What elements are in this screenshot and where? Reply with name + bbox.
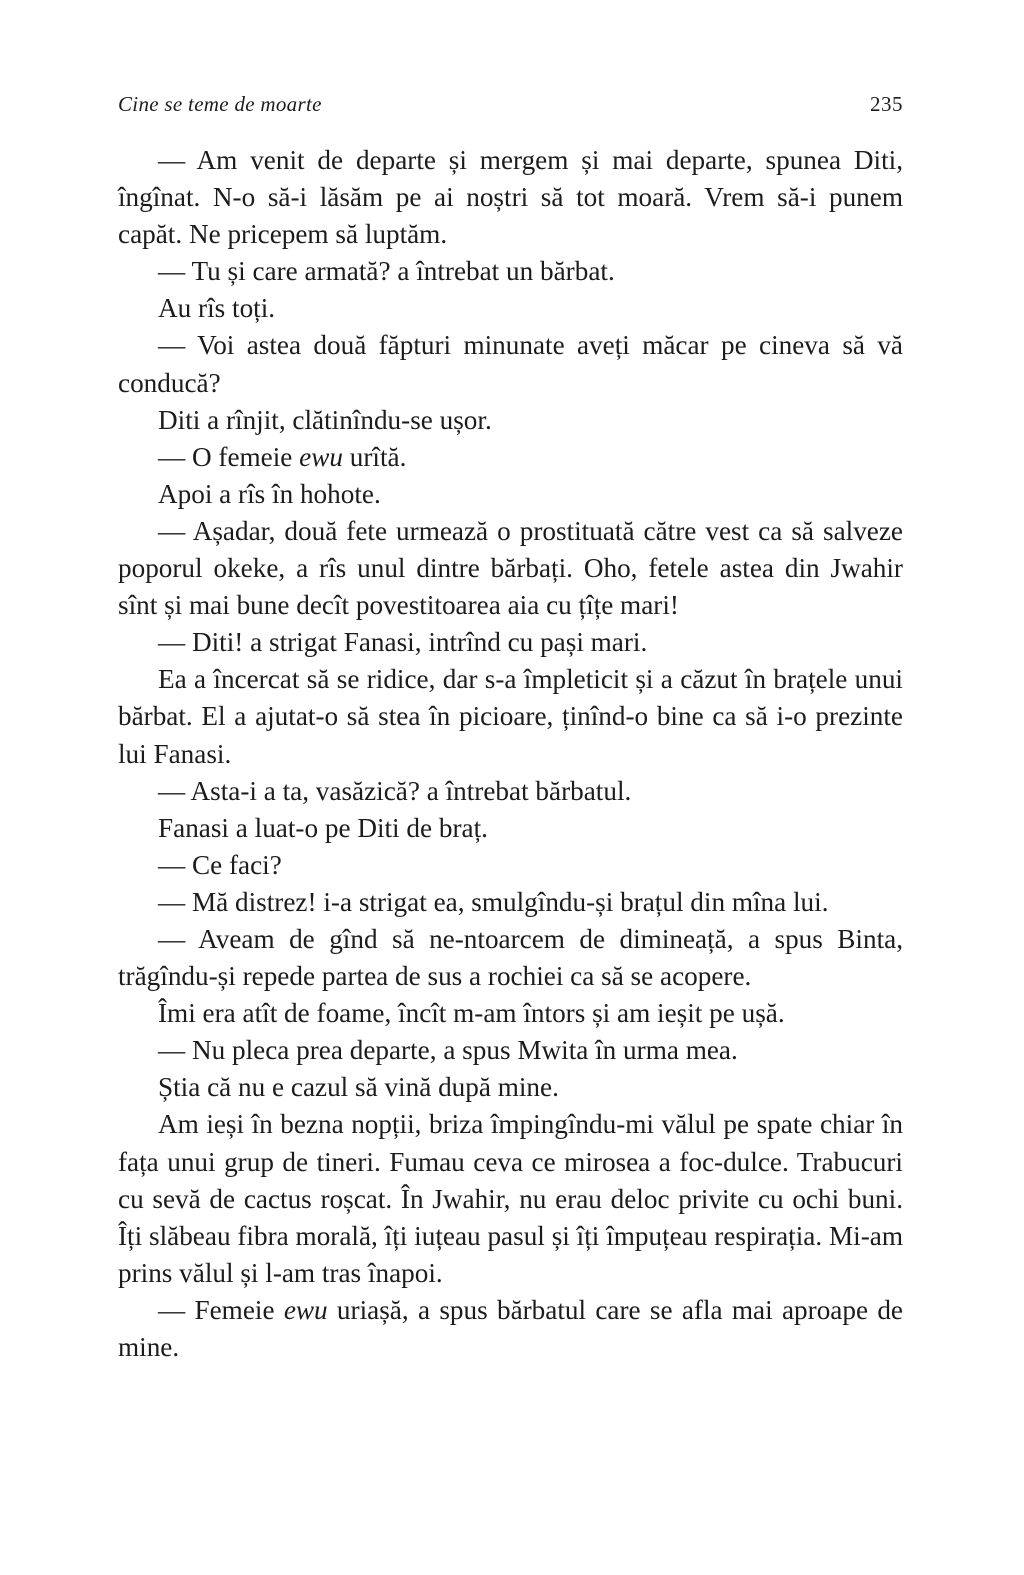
paragraph-8: — Așadar, două fete urmează o prostituată către vest ca să salveze poporul okeke, a rîs unul dintre bărbați. Oho, fetele astea din Jwahir sînt și mai bune decît povestitoarea aia cu țîțe mari! bbox=[118, 515, 903, 621]
paragraph-9: — Diti! a strigat Fanasi, intrînd cu pași mari. bbox=[158, 627, 648, 658]
paragraph-17: — Nu pleca prea departe, a spus Mwita în urma mea. bbox=[158, 1035, 738, 1066]
paragraph-5: Diti a rînjit, clătinîndu-se ușor. bbox=[158, 404, 492, 435]
paragraph-20: — Femeie ewu uriașă, a spus bărbatul care se afla mai aproape de mine. bbox=[118, 1294, 903, 1362]
paragraph-13: — Ce faci? bbox=[158, 849, 282, 880]
paragraph-2: — Tu și care armată? a întrebat un bărbat. bbox=[158, 256, 615, 287]
paragraph-18: Știa că nu e cazul să vină după mine. bbox=[158, 1072, 559, 1103]
page-number: 235 bbox=[870, 92, 903, 116]
paragraph-7: Apoi a rîs în hohote. bbox=[158, 478, 381, 509]
paragraph-19: Am ieși în bezna nopții, briza împingîndu-mi vălul pe spate chiar în fața unui grup de tineri. Fumau ceva ce mirosea a foc-dulce. Trabucuri cu sevă de cactus roșcat. În Jwahir, nu erau deloc privite cu ochi buni. Îți slăbeau fibra morală, îți iuțeau pasul și îți împuțeau respirația. Mi-am prins vălul și l-am tras înapoi. bbox=[118, 1109, 903, 1288]
body-text bbox=[118, 142, 903, 1366]
paragraph-4: — Voi astea două făpturi minunate aveți măcar pe cineva să vă conducă? bbox=[118, 330, 903, 398]
book-page bbox=[118, 92, 903, 1366]
paragraph-3: Au rîs toți. bbox=[158, 293, 276, 324]
paragraph-10: Ea a încercat să se ridice, dar s-a împleticit și a căzut în brațele unui bărbat. El a ajutat-o să stea în picioare, ținînd-o bine ca să i-o prezinte lui Fanasi. bbox=[118, 664, 903, 769]
paragraph-11: — Asta-i a ta, vasăzică? a întrebat bărbatul. bbox=[158, 775, 632, 806]
paragraph-6: — O femeie ewu urîtă. bbox=[158, 441, 407, 472]
paragraph-14: — Mă distrez! i-a strigat ea, smulgîndu-și brațul din mîna lui. bbox=[158, 886, 829, 917]
paragraph-16: Îmi era atît de foame, încît m-am întors și am ieșit pe ușă. bbox=[158, 998, 785, 1029]
running-title: Cine se teme de moarte bbox=[118, 92, 322, 116]
italic-word: ewu bbox=[299, 441, 343, 472]
italic-word: ewu bbox=[283, 1294, 328, 1325]
paragraph-12: Fanasi a luat-o pe Diti de braț. bbox=[158, 812, 488, 843]
running-head bbox=[118, 92, 903, 128]
paragraph-15: — Aveam de gînd să ne-ntoarcem de dimineață, a spus Binta, trăgîndu-și repede partea de sus a rochiei ca să se acopere. bbox=[118, 923, 903, 992]
paragraph-1: — Am venit de departe și mergem și mai departe, spunea Diti, îngînat. N-o să-i lăsăm pe ai noștri să tot moară. Vrem să-i punem capăt. Ne pricepem să luptăm. bbox=[118, 145, 903, 250]
